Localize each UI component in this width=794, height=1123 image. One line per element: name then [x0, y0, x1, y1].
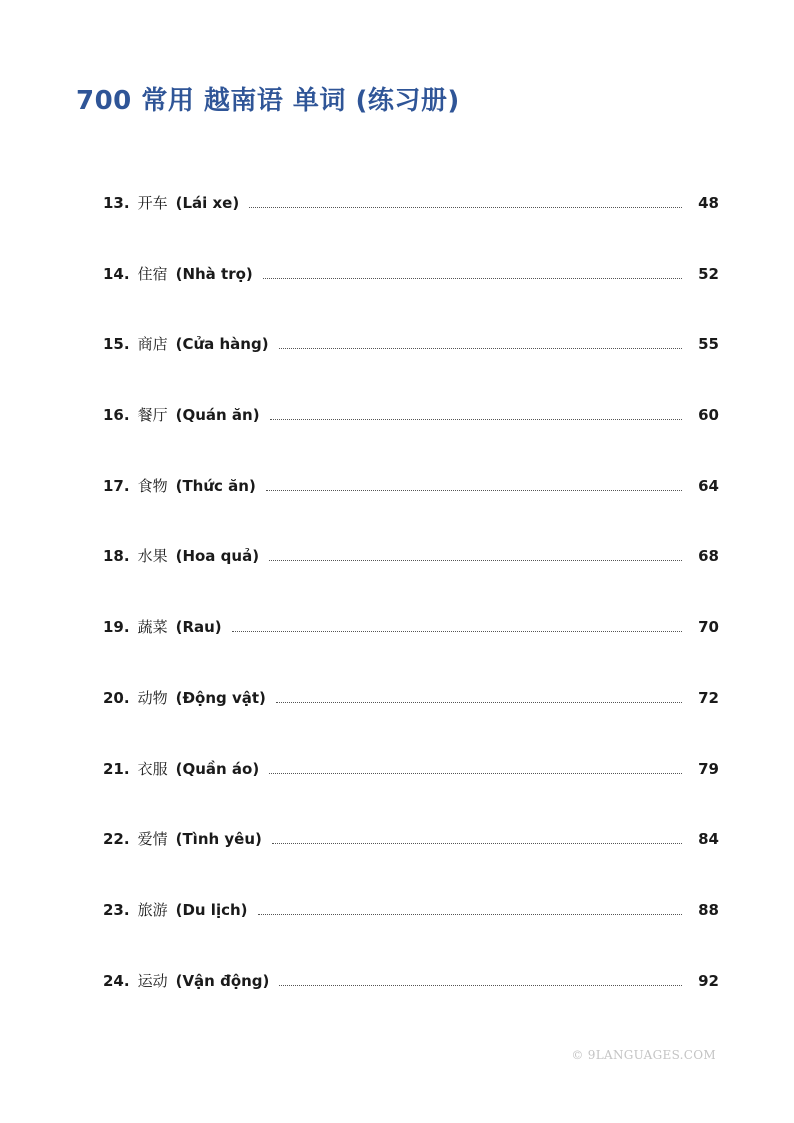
toc-entry-vietnamese-title: (Hoa quả)	[175, 547, 260, 566]
toc-entry-18[interactable]	[103, 545, 719, 616]
toc-entry-number: 19.	[103, 618, 130, 637]
toc-entry-page-number: 64	[698, 476, 719, 495]
toc-entry-page-number: 48	[698, 194, 719, 212]
toc-entry-22[interactable]	[103, 828, 719, 899]
toc-entry-chinese-title: 衣服	[137, 759, 168, 778]
dot-leader	[232, 616, 682, 632]
toc-entry-vietnamese-title: (Tình yêu)	[175, 830, 262, 849]
toc-entry-page-number: 79	[698, 759, 719, 778]
toc-entry-vietnamese-title: (Du lịch)	[175, 900, 248, 919]
toc-entry-23[interactable]	[103, 899, 719, 970]
toc-entry-chinese-title: 爱情	[137, 830, 168, 849]
toc-entry-number: 23.	[103, 900, 130, 919]
toc-entry-number: 17.	[103, 476, 130, 495]
toc-entry-vietnamese-title: (Rau)	[175, 618, 222, 637]
toc-entry-page-number: 92	[698, 971, 719, 990]
toc-entry-number: 20.	[103, 688, 130, 707]
toc-entry-vietnamese-title: (Lái xe)	[175, 194, 240, 212]
dot-leader	[272, 828, 682, 844]
toc-entry-page-number: 52	[698, 264, 719, 283]
toc-entry-chinese-title: 开车	[137, 194, 168, 212]
toc-entry-vietnamese-title: (Quán ăn)	[175, 406, 260, 425]
toc-entry-chinese-title: 餐厅	[137, 406, 168, 425]
toc-entry-page-number: 70	[698, 618, 719, 637]
dot-leader	[249, 192, 682, 208]
toc-entry-20[interactable]	[103, 687, 719, 758]
toc-entry-14[interactable]	[103, 263, 719, 334]
copyright-watermark: © 9LANGUAGES.COM	[571, 1048, 716, 1062]
toc-entry-number: 24.	[103, 971, 130, 990]
toc-entry-page-number: 68	[698, 547, 719, 566]
toc-entry-page-number: 88	[698, 900, 719, 919]
toc-entry-chinese-title: 水果	[137, 547, 168, 566]
dot-leader	[270, 404, 683, 420]
dot-leader	[276, 687, 682, 703]
toc-entry-page-number: 84	[698, 830, 719, 849]
toc-entry-vietnamese-title: (Động vật)	[175, 688, 266, 707]
toc-entry-number: 15.	[103, 335, 130, 354]
toc-entry-17[interactable]	[103, 475, 719, 546]
toc-entry-number: 22.	[103, 830, 130, 849]
dot-leader	[279, 970, 682, 986]
toc-entry-page-number: 72	[698, 688, 719, 707]
toc-entry-vietnamese-title: (Quần áo)	[175, 759, 260, 778]
toc-entry-vietnamese-title: (Cửa hàng)	[175, 335, 269, 354]
toc-entry-24[interactable]	[103, 970, 719, 1041]
toc-entry-chinese-title: 商店	[137, 335, 168, 354]
toc-entry-page-number: 60	[698, 406, 719, 425]
toc-entry-number: 16.	[103, 406, 130, 425]
page-title: 700 常用 越南语 单词 (练习册)	[76, 86, 460, 116]
toc-entry-page-number: 55	[698, 335, 719, 354]
toc-entry-number: 18.	[103, 547, 130, 566]
toc-entry-16[interactable]	[103, 404, 719, 475]
toc-entry-vietnamese-title: (Nhà trọ)	[175, 264, 253, 283]
dot-leader	[279, 333, 683, 349]
toc-entry-chinese-title: 动物	[137, 688, 168, 707]
dot-leader	[269, 758, 682, 774]
toc-entry-13[interactable]	[103, 192, 719, 263]
toc-entry-chinese-title: 食物	[137, 476, 168, 495]
toc-entry-vietnamese-title: (Thức ăn)	[175, 476, 256, 495]
toc-entry-chinese-title: 运动	[137, 971, 168, 990]
toc-entry-number: 14.	[103, 264, 130, 283]
toc-entry-number: 13.	[103, 194, 130, 212]
toc-entry-chinese-title: 蔬菜	[137, 618, 168, 637]
toc-entry-15[interactable]	[103, 333, 719, 404]
toc-entry-chinese-title: 住宿	[137, 264, 168, 283]
dot-leader	[263, 263, 682, 279]
toc-entry-21[interactable]	[103, 758, 719, 829]
dot-leader	[258, 899, 683, 915]
toc-entry-chinese-title: 旅游	[137, 900, 168, 919]
table-of-contents	[103, 192, 719, 1040]
dot-leader	[269, 545, 682, 561]
dot-leader	[266, 475, 682, 491]
toc-entry-vietnamese-title: (Vận động)	[175, 971, 270, 990]
toc-entry-19[interactable]	[103, 616, 719, 687]
toc-entry-number: 21.	[103, 759, 130, 778]
